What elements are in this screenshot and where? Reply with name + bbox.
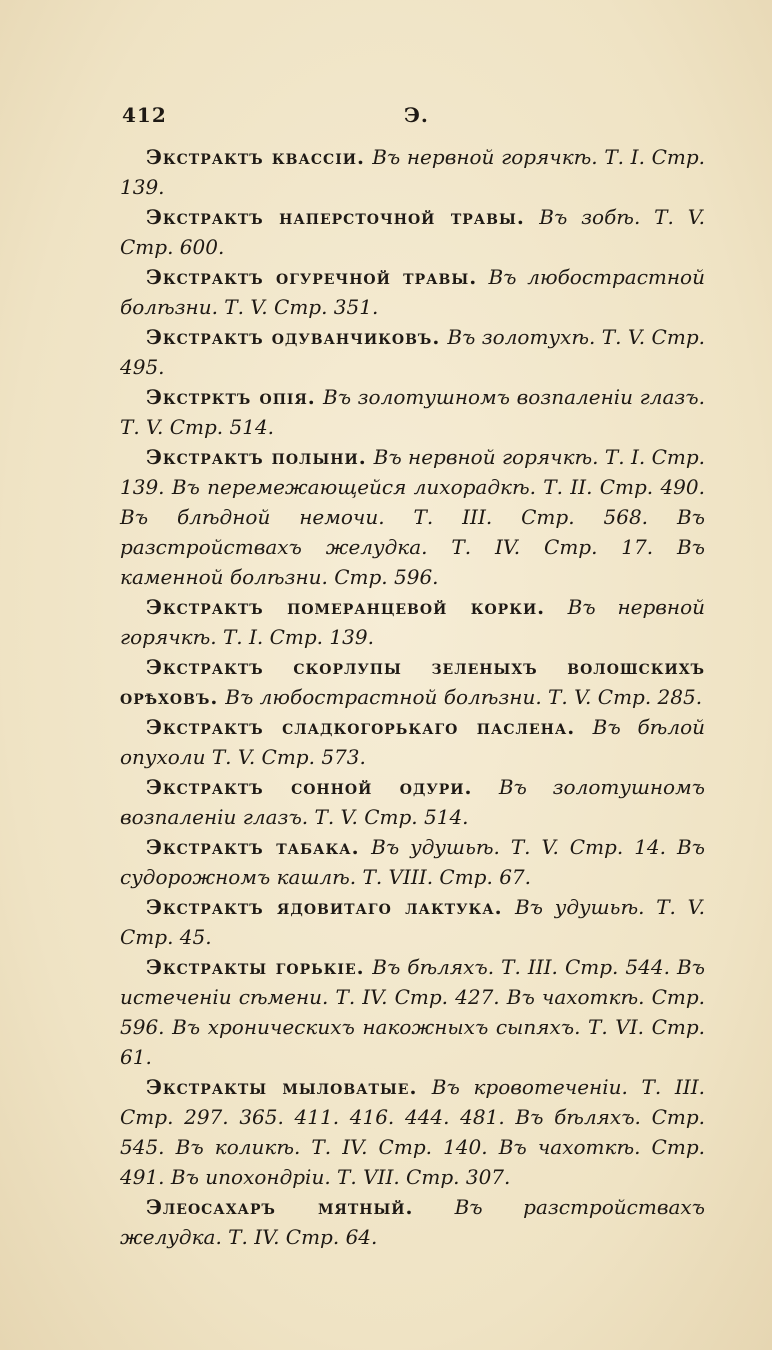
index-entry [120,382,705,442]
entry-references: Въ зобѣ. Т. V. Стр. 600. [120,205,706,259]
entry-term: Экстрактъ ядовитаго лактука. [146,895,503,919]
entry-references: Въ любострастной болѣзни. Т. V. Стр. 351. [120,265,705,319]
entry-term: Экстрактъ померанцевой корки. [146,595,546,619]
index-entry [120,832,705,892]
index-entries [120,142,705,1252]
entry-references: Въ нервной горячкѣ. Т. I. Стр. 139. [120,595,706,649]
entry-references: Въ удушьѣ. Т. V. Стр. 45. [120,895,705,949]
entry-references: Въ золотухѣ. Т. V. Стр. 495. [120,325,705,379]
index-entry [120,772,705,832]
index-entry [120,1072,705,1192]
entry-term: Экстрктъ опія. [146,385,316,409]
entry-term: Экстрактъ сонной одури. [146,775,473,799]
entry-term: Экстрактъ одуванчиковъ. [146,325,441,349]
entry-references: Въ бѣляхъ. Т. III. Стр. 544. Въ истеченіи сѣмени. Т. IV. Стр. 427. Въ чахоткѣ. Стр. 596. Въ хроническихъ накожныхъ сыпяхъ. Т. VI. Стр. 61. [120,955,705,1069]
index-entry [120,712,705,772]
entry-references: Въ кровотеченіи. Т. III. Стр. 297. 365. 411. 416. 444. 481. Въ бѣляхъ. Стр. 545. Въ коликѣ. Т. IV. Стр. 140. Въ чахоткѣ. Стр. 491. Въ ипохондріи. Т. VII. Стр. 307. [120,1075,705,1189]
index-entry [120,202,705,262]
index-entry [120,322,705,382]
entry-references: Въ нервной горячкѣ. Т. I. Стр. 139. Въ перемежающейся лихорадкѣ. Т. II. Стр. 490. Въ блѣдной немочи. Т. III. Стр. 568. Въ разстройствахъ желудка. Т. IV. Стр. 17. Въ каменной болѣзни. Стр. 596. [120,445,705,589]
entry-term: Экстрактъ табака. [146,835,360,859]
entry-references: Въ любострастной болѣзни. Т. V. Стр. 285. [225,685,703,709]
entry-references: Въ разстройствахъ желудка. Т. IV. Стр. 64. [120,1195,705,1249]
index-entry [120,142,705,202]
running-head: Э. [404,103,429,127]
entry-term: Экстрактъ скорлупы зеленыхъ волошскихъ орѣховъ. [120,655,705,709]
entry-references: Въ золотушномъ возпаленіи глазъ. Т. V. Стр. 514. [120,385,705,439]
entry-term: Экстрактъ сладкогорькаго паслена. [146,715,576,739]
entry-references: Въ нервной горячкѣ. Т. I. Стр. 139. [120,145,706,199]
page-number: 412 [122,103,167,127]
index-entry [120,442,705,592]
index-entry [120,262,705,322]
index-entry [120,892,705,952]
entry-term: Экстракты горькіе. [146,955,365,979]
entry-term: Экстракты мыловатые. [146,1075,418,1099]
entry-term: Экстрактъ наперсточной травы. [146,205,525,229]
index-entry [120,1192,705,1252]
index-entry [120,652,705,712]
entry-references: Въ золотушномъ возпаленіи глазъ. Т. V. Стр. 514. [120,775,706,829]
entry-term: Экстрактъ огуречной травы. [146,265,478,289]
entry-term: Элеосахаръ мятный. [146,1195,414,1219]
index-entry [120,592,705,652]
entry-term: Экстрактъ полыни. [146,445,367,469]
entry-references: Въ удушьѣ. Т. V. Стр. 14. Въ судорожномъ кашлѣ. Т. VIII. Стр. 67. [120,835,705,889]
entry-term: Экстрактъ квассіи. [146,145,365,169]
index-entry [120,952,705,1072]
entry-references: Въ бѣлой опухоли Т. V. Стр. 573. [120,715,705,769]
